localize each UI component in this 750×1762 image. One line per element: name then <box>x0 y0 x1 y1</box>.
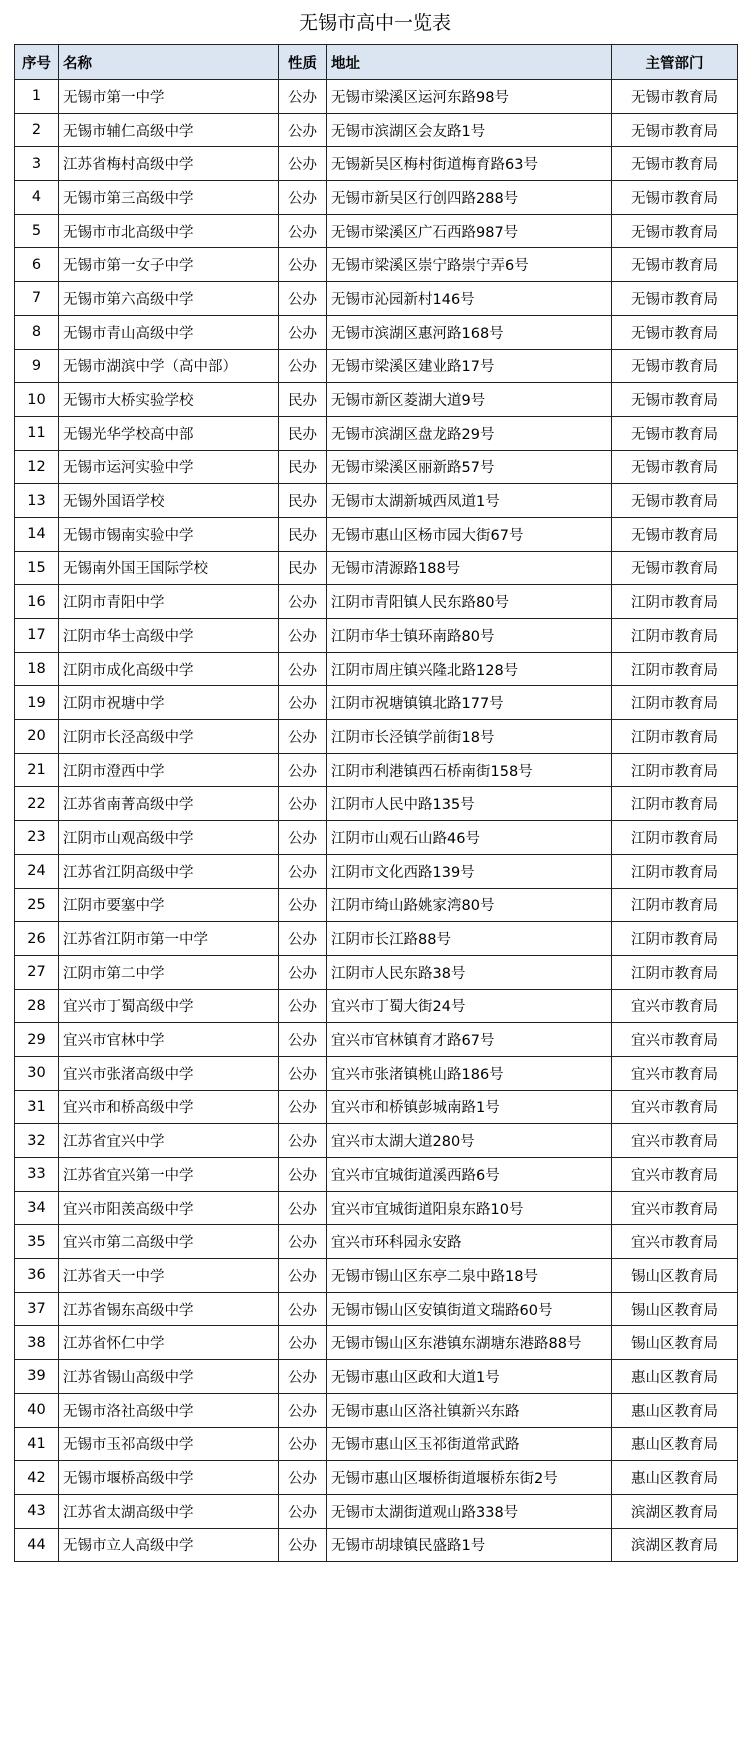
cell-authority: 锡山区教育局 <box>612 1326 738 1360</box>
cell-address: 宜兴市太湖大道280号 <box>327 1124 612 1158</box>
cell-name: 江苏省江阴市第一中学 <box>59 922 279 956</box>
cell-no: 41 <box>15 1427 59 1461</box>
cell-type: 公办 <box>279 686 327 720</box>
cell-address: 无锡市梁溪区崇宁路崇宁弄6号 <box>327 248 612 282</box>
cell-type: 公办 <box>279 1158 327 1192</box>
table-row <box>15 517 738 551</box>
cell-type: 公办 <box>279 1528 327 1562</box>
cell-authority: 江阴市教育局 <box>612 720 738 754</box>
cell-address: 江阴市利港镇西石桥南街158号 <box>327 753 612 787</box>
cell-address: 宜兴市丁蜀大街24号 <box>327 989 612 1023</box>
cell-type: 公办 <box>279 315 327 349</box>
cell-type: 公办 <box>279 1056 327 1090</box>
cell-type: 公办 <box>279 1023 327 1057</box>
cell-address: 江阴市青阳镇人民东路80号 <box>327 585 612 619</box>
cell-type: 公办 <box>279 652 327 686</box>
cell-address: 江阴市山观石山路46号 <box>327 821 612 855</box>
cell-no: 27 <box>15 955 59 989</box>
table-row <box>15 1393 738 1427</box>
cell-no: 15 <box>15 551 59 585</box>
cell-name: 江苏省锡东高级中学 <box>59 1292 279 1326</box>
cell-name: 无锡市市北高级中学 <box>59 214 279 248</box>
cell-authority: 宜兴市教育局 <box>612 1023 738 1057</box>
cell-name: 江阴市祝塘中学 <box>59 686 279 720</box>
table-row <box>15 1461 738 1495</box>
cell-authority: 惠山区教育局 <box>612 1393 738 1427</box>
table-row <box>15 619 738 653</box>
cell-authority: 无锡市教育局 <box>612 383 738 417</box>
cell-address: 无锡市锡山区安镇街道文瑞路60号 <box>327 1292 612 1326</box>
header-address: 地址 <box>327 45 612 80</box>
table-row <box>15 551 738 585</box>
table-row <box>15 214 738 248</box>
cell-authority: 宜兴市教育局 <box>612 1056 738 1090</box>
cell-no: 44 <box>15 1528 59 1562</box>
cell-authority: 无锡市教育局 <box>612 349 738 383</box>
cell-address: 江阴市长江路88号 <box>327 922 612 956</box>
table-row <box>15 821 738 855</box>
cell-authority: 无锡市教育局 <box>612 248 738 282</box>
cell-type: 公办 <box>279 1427 327 1461</box>
cell-no: 3 <box>15 147 59 181</box>
table-row <box>15 147 738 181</box>
cell-type: 公办 <box>279 1191 327 1225</box>
cell-name: 江苏省锡山高级中学 <box>59 1360 279 1394</box>
cell-authority: 滨湖区教育局 <box>612 1494 738 1528</box>
cell-type: 公办 <box>279 1393 327 1427</box>
cell-address: 无锡市新区菱湖大道9号 <box>327 383 612 417</box>
cell-address: 无锡市梁溪区丽新路57号 <box>327 450 612 484</box>
cell-type: 公办 <box>279 80 327 114</box>
cell-no: 37 <box>15 1292 59 1326</box>
cell-no: 20 <box>15 720 59 754</box>
cell-name: 无锡市洛社高级中学 <box>59 1393 279 1427</box>
cell-name: 江苏省天一中学 <box>59 1259 279 1293</box>
cell-authority: 惠山区教育局 <box>612 1461 738 1495</box>
cell-name: 江苏省梅村高级中学 <box>59 147 279 181</box>
cell-no: 43 <box>15 1494 59 1528</box>
cell-no: 2 <box>15 113 59 147</box>
cell-address: 宜兴市和桥镇彭城南路1号 <box>327 1090 612 1124</box>
cell-address: 无锡市太湖街道观山路338号 <box>327 1494 612 1528</box>
cell-type: 公办 <box>279 1090 327 1124</box>
cell-type: 公办 <box>279 1124 327 1158</box>
cell-name: 宜兴市张渚高级中学 <box>59 1056 279 1090</box>
cell-type: 民办 <box>279 450 327 484</box>
cell-no: 5 <box>15 214 59 248</box>
cell-no: 39 <box>15 1360 59 1394</box>
cell-authority: 无锡市教育局 <box>612 551 738 585</box>
cell-name: 无锡南外国王国际学校 <box>59 551 279 585</box>
table-row <box>15 955 738 989</box>
cell-type: 公办 <box>279 955 327 989</box>
cell-address: 江阴市周庄镇兴隆北路128号 <box>327 652 612 686</box>
header-type: 性质 <box>279 45 327 80</box>
table-row <box>15 1259 738 1293</box>
cell-authority: 江阴市教育局 <box>612 821 738 855</box>
table-row <box>15 181 738 215</box>
cell-type: 公办 <box>279 1461 327 1495</box>
cell-type: 公办 <box>279 720 327 754</box>
table-row <box>15 315 738 349</box>
cell-authority: 江阴市教育局 <box>612 787 738 821</box>
cell-address: 宜兴市宜城街道溪西路6号 <box>327 1158 612 1192</box>
cell-no: 33 <box>15 1158 59 1192</box>
cell-type: 民办 <box>279 383 327 417</box>
cell-authority: 江阴市教育局 <box>612 955 738 989</box>
cell-authority: 宜兴市教育局 <box>612 1191 738 1225</box>
cell-address: 无锡市惠山区杨市园大街67号 <box>327 517 612 551</box>
cell-no: 35 <box>15 1225 59 1259</box>
cell-type: 民办 <box>279 517 327 551</box>
cell-no: 32 <box>15 1124 59 1158</box>
cell-address: 无锡市滨湖区盘龙路29号 <box>327 416 612 450</box>
cell-authority: 无锡市教育局 <box>612 517 738 551</box>
cell-name: 无锡市大桥实验学校 <box>59 383 279 417</box>
table-row <box>15 652 738 686</box>
cell-name: 江苏省宜兴中学 <box>59 1124 279 1158</box>
cell-no: 22 <box>15 787 59 821</box>
cell-address: 江阴市人民东路38号 <box>327 955 612 989</box>
cell-no: 38 <box>15 1326 59 1360</box>
cell-address: 宜兴市张渚镇桃山路186号 <box>327 1056 612 1090</box>
table-row <box>15 585 738 619</box>
cell-no: 8 <box>15 315 59 349</box>
table-row <box>15 854 738 888</box>
cell-address: 无锡市梁溪区建业路17号 <box>327 349 612 383</box>
cell-no: 24 <box>15 854 59 888</box>
cell-no: 1 <box>15 80 59 114</box>
cell-name: 无锡市运河实验中学 <box>59 450 279 484</box>
table-row <box>15 1494 738 1528</box>
school-table <box>14 44 738 1562</box>
cell-no: 23 <box>15 821 59 855</box>
table-row <box>15 1056 738 1090</box>
cell-no: 19 <box>15 686 59 720</box>
table-row <box>15 484 738 518</box>
cell-address: 无锡市惠山区洛社镇新兴东路 <box>327 1393 612 1427</box>
cell-address: 无锡市滨湖区会友路1号 <box>327 113 612 147</box>
cell-address: 宜兴市环科园永安路 <box>327 1225 612 1259</box>
table-row <box>15 1023 738 1057</box>
table-row <box>15 383 738 417</box>
table-row <box>15 888 738 922</box>
table-row <box>15 1225 738 1259</box>
cell-address: 无锡市新吴区行创四路288号 <box>327 181 612 215</box>
cell-type: 公办 <box>279 989 327 1023</box>
cell-authority: 江阴市教育局 <box>612 619 738 653</box>
cell-authority: 无锡市教育局 <box>612 80 738 114</box>
cell-name: 江阴市成化高级中学 <box>59 652 279 686</box>
cell-authority: 无锡市教育局 <box>612 315 738 349</box>
cell-name: 江阴市要塞中学 <box>59 888 279 922</box>
cell-name: 江苏省怀仁中学 <box>59 1326 279 1360</box>
cell-authority: 宜兴市教育局 <box>612 1225 738 1259</box>
table-row <box>15 1528 738 1562</box>
cell-authority: 无锡市教育局 <box>612 484 738 518</box>
cell-address: 无锡新吴区梅村街道梅育路63号 <box>327 147 612 181</box>
cell-name: 宜兴市和桥高级中学 <box>59 1090 279 1124</box>
cell-authority: 江阴市教育局 <box>612 652 738 686</box>
cell-no: 10 <box>15 383 59 417</box>
cell-type: 民办 <box>279 551 327 585</box>
cell-address: 无锡市滨湖区惠河路168号 <box>327 315 612 349</box>
table-row <box>15 922 738 956</box>
cell-type: 公办 <box>279 113 327 147</box>
cell-address: 江阴市长泾镇学前街18号 <box>327 720 612 754</box>
cell-type: 公办 <box>279 854 327 888</box>
table-row <box>15 720 738 754</box>
cell-type: 公办 <box>279 585 327 619</box>
cell-address: 宜兴市宜城街道阳泉东路10号 <box>327 1191 612 1225</box>
table-row <box>15 1158 738 1192</box>
cell-no: 14 <box>15 517 59 551</box>
cell-no: 4 <box>15 181 59 215</box>
table-row <box>15 1191 738 1225</box>
cell-authority: 江阴市教育局 <box>612 686 738 720</box>
cell-no: 28 <box>15 989 59 1023</box>
cell-address: 无锡市锡山区东亭二泉中路18号 <box>327 1259 612 1293</box>
cell-authority: 江阴市教育局 <box>612 753 738 787</box>
cell-type: 公办 <box>279 922 327 956</box>
table-row <box>15 282 738 316</box>
table-row <box>15 80 738 114</box>
cell-authority: 无锡市教育局 <box>612 113 738 147</box>
cell-authority: 宜兴市教育局 <box>612 1124 738 1158</box>
cell-authority: 江阴市教育局 <box>612 854 738 888</box>
cell-no: 16 <box>15 585 59 619</box>
cell-type: 公办 <box>279 787 327 821</box>
cell-no: 34 <box>15 1191 59 1225</box>
cell-address: 无锡市太湖新城西凤道1号 <box>327 484 612 518</box>
cell-address: 无锡市惠山区玉祁街道常武路 <box>327 1427 612 1461</box>
cell-no: 30 <box>15 1056 59 1090</box>
cell-type: 公办 <box>279 1292 327 1326</box>
table-row <box>15 989 738 1023</box>
cell-type: 公办 <box>279 753 327 787</box>
cell-authority: 无锡市教育局 <box>612 214 738 248</box>
cell-authority: 惠山区教育局 <box>612 1360 738 1394</box>
cell-authority: 江阴市教育局 <box>612 922 738 956</box>
cell-address: 江阴市绮山路姚家湾80号 <box>327 888 612 922</box>
cell-type: 公办 <box>279 147 327 181</box>
cell-type: 公办 <box>279 1259 327 1293</box>
cell-authority: 无锡市教育局 <box>612 147 738 181</box>
cell-name: 无锡市堰桥高级中学 <box>59 1461 279 1495</box>
cell-name: 无锡市第六高级中学 <box>59 282 279 316</box>
cell-no: 9 <box>15 349 59 383</box>
cell-address: 江阴市文化西路139号 <box>327 854 612 888</box>
cell-address: 无锡市惠山区堰桥街道堰桥东街2号 <box>327 1461 612 1495</box>
cell-name: 江阴市第二中学 <box>59 955 279 989</box>
table-row <box>15 113 738 147</box>
cell-authority: 无锡市教育局 <box>612 282 738 316</box>
cell-name: 江苏省太湖高级中学 <box>59 1494 279 1528</box>
cell-authority: 宜兴市教育局 <box>612 989 738 1023</box>
cell-no: 40 <box>15 1393 59 1427</box>
cell-authority: 宜兴市教育局 <box>612 1158 738 1192</box>
cell-name: 无锡市立人高级中学 <box>59 1528 279 1562</box>
table-row <box>15 450 738 484</box>
cell-name: 宜兴市官林中学 <box>59 1023 279 1057</box>
cell-name: 宜兴市丁蜀高级中学 <box>59 989 279 1023</box>
cell-authority: 江阴市教育局 <box>612 888 738 922</box>
cell-address: 无锡市梁溪区广石西路987号 <box>327 214 612 248</box>
cell-no: 31 <box>15 1090 59 1124</box>
cell-name: 宜兴市阳羡高级中学 <box>59 1191 279 1225</box>
cell-type: 民办 <box>279 416 327 450</box>
cell-name: 江阴市山观高级中学 <box>59 821 279 855</box>
table-row <box>15 248 738 282</box>
table-row <box>15 1326 738 1360</box>
cell-type: 公办 <box>279 1494 327 1528</box>
cell-name: 无锡市第一女子中学 <box>59 248 279 282</box>
table-row <box>15 1360 738 1394</box>
cell-name: 江阴市长泾高级中学 <box>59 720 279 754</box>
cell-type: 公办 <box>279 181 327 215</box>
cell-name: 无锡光华学校高中部 <box>59 416 279 450</box>
cell-no: 11 <box>15 416 59 450</box>
cell-type: 公办 <box>279 888 327 922</box>
cell-type: 公办 <box>279 349 327 383</box>
cell-type: 公办 <box>279 1326 327 1360</box>
cell-type: 公办 <box>279 619 327 653</box>
cell-authority: 无锡市教育局 <box>612 181 738 215</box>
cell-authority: 惠山区教育局 <box>612 1427 738 1461</box>
cell-name: 无锡外国语学校 <box>59 484 279 518</box>
cell-type: 公办 <box>279 1225 327 1259</box>
cell-name: 无锡市第三高级中学 <box>59 181 279 215</box>
cell-authority: 锡山区教育局 <box>612 1259 738 1293</box>
header-no: 序号 <box>15 45 59 80</box>
cell-name: 江苏省南菁高级中学 <box>59 787 279 821</box>
cell-type: 公办 <box>279 214 327 248</box>
cell-authority: 滨湖区教育局 <box>612 1528 738 1562</box>
table-row <box>15 753 738 787</box>
page-title: 无锡市高中一览表 <box>298 12 451 34</box>
header-authority: 主管部门 <box>612 45 738 80</box>
cell-authority: 无锡市教育局 <box>612 416 738 450</box>
table-row <box>15 1090 738 1124</box>
cell-no: 6 <box>15 248 59 282</box>
cell-name: 江阴市华士高级中学 <box>59 619 279 653</box>
cell-authority: 无锡市教育局 <box>612 450 738 484</box>
cell-name: 无锡市辅仁高级中学 <box>59 113 279 147</box>
cell-authority: 锡山区教育局 <box>612 1292 738 1326</box>
cell-name: 江阴市青阳中学 <box>59 585 279 619</box>
cell-address: 江阴市祝塘镇镇北路177号 <box>327 686 612 720</box>
table-row <box>15 686 738 720</box>
cell-no: 12 <box>15 450 59 484</box>
cell-name: 无锡市青山高级中学 <box>59 315 279 349</box>
cell-type: 民办 <box>279 484 327 518</box>
cell-address: 无锡市梁溪区运河东路98号 <box>327 80 612 114</box>
table-row <box>15 787 738 821</box>
cell-name: 无锡市锡南实验中学 <box>59 517 279 551</box>
cell-type: 公办 <box>279 1360 327 1394</box>
cell-authority: 江阴市教育局 <box>612 585 738 619</box>
cell-address: 无锡市清源路188号 <box>327 551 612 585</box>
cell-no: 7 <box>15 282 59 316</box>
cell-no: 13 <box>15 484 59 518</box>
cell-address: 宜兴市官林镇育才路67号 <box>327 1023 612 1057</box>
table-row <box>15 1292 738 1326</box>
cell-no: 29 <box>15 1023 59 1057</box>
cell-no: 26 <box>15 922 59 956</box>
table-row <box>15 1124 738 1158</box>
cell-no: 17 <box>15 619 59 653</box>
cell-no: 21 <box>15 753 59 787</box>
table-body <box>15 80 738 1562</box>
cell-name: 江苏省江阴高级中学 <box>59 854 279 888</box>
table-header <box>15 45 738 80</box>
cell-address: 江阴市人民中路135号 <box>327 787 612 821</box>
cell-name: 江阴市澄西中学 <box>59 753 279 787</box>
table-row <box>15 349 738 383</box>
cell-no: 36 <box>15 1259 59 1293</box>
cell-no: 42 <box>15 1461 59 1495</box>
table-row <box>15 416 738 450</box>
cell-authority: 宜兴市教育局 <box>612 1090 738 1124</box>
cell-type: 公办 <box>279 821 327 855</box>
header-row <box>15 45 738 80</box>
cell-address: 无锡市沁园新村146号 <box>327 282 612 316</box>
cell-name: 宜兴市第二高级中学 <box>59 1225 279 1259</box>
cell-no: 18 <box>15 652 59 686</box>
cell-name: 无锡市玉祁高级中学 <box>59 1427 279 1461</box>
cell-name: 江苏省宜兴第一中学 <box>59 1158 279 1192</box>
cell-name: 无锡市第一中学 <box>59 80 279 114</box>
cell-address: 江阴市华士镇环南路80号 <box>327 619 612 653</box>
cell-address: 无锡市锡山区东港镇东湖塘东港路88号 <box>327 1326 612 1360</box>
cell-type: 公办 <box>279 248 327 282</box>
table-row <box>15 1427 738 1461</box>
cell-address: 无锡市胡埭镇民盛路1号 <box>327 1528 612 1562</box>
cell-address: 无锡市惠山区政和大道1号 <box>327 1360 612 1394</box>
cell-no: 25 <box>15 888 59 922</box>
header-name: 名称 <box>59 45 279 80</box>
cell-name: 无锡市湖滨中学（高中部） <box>59 349 279 383</box>
cell-type: 公办 <box>279 282 327 316</box>
